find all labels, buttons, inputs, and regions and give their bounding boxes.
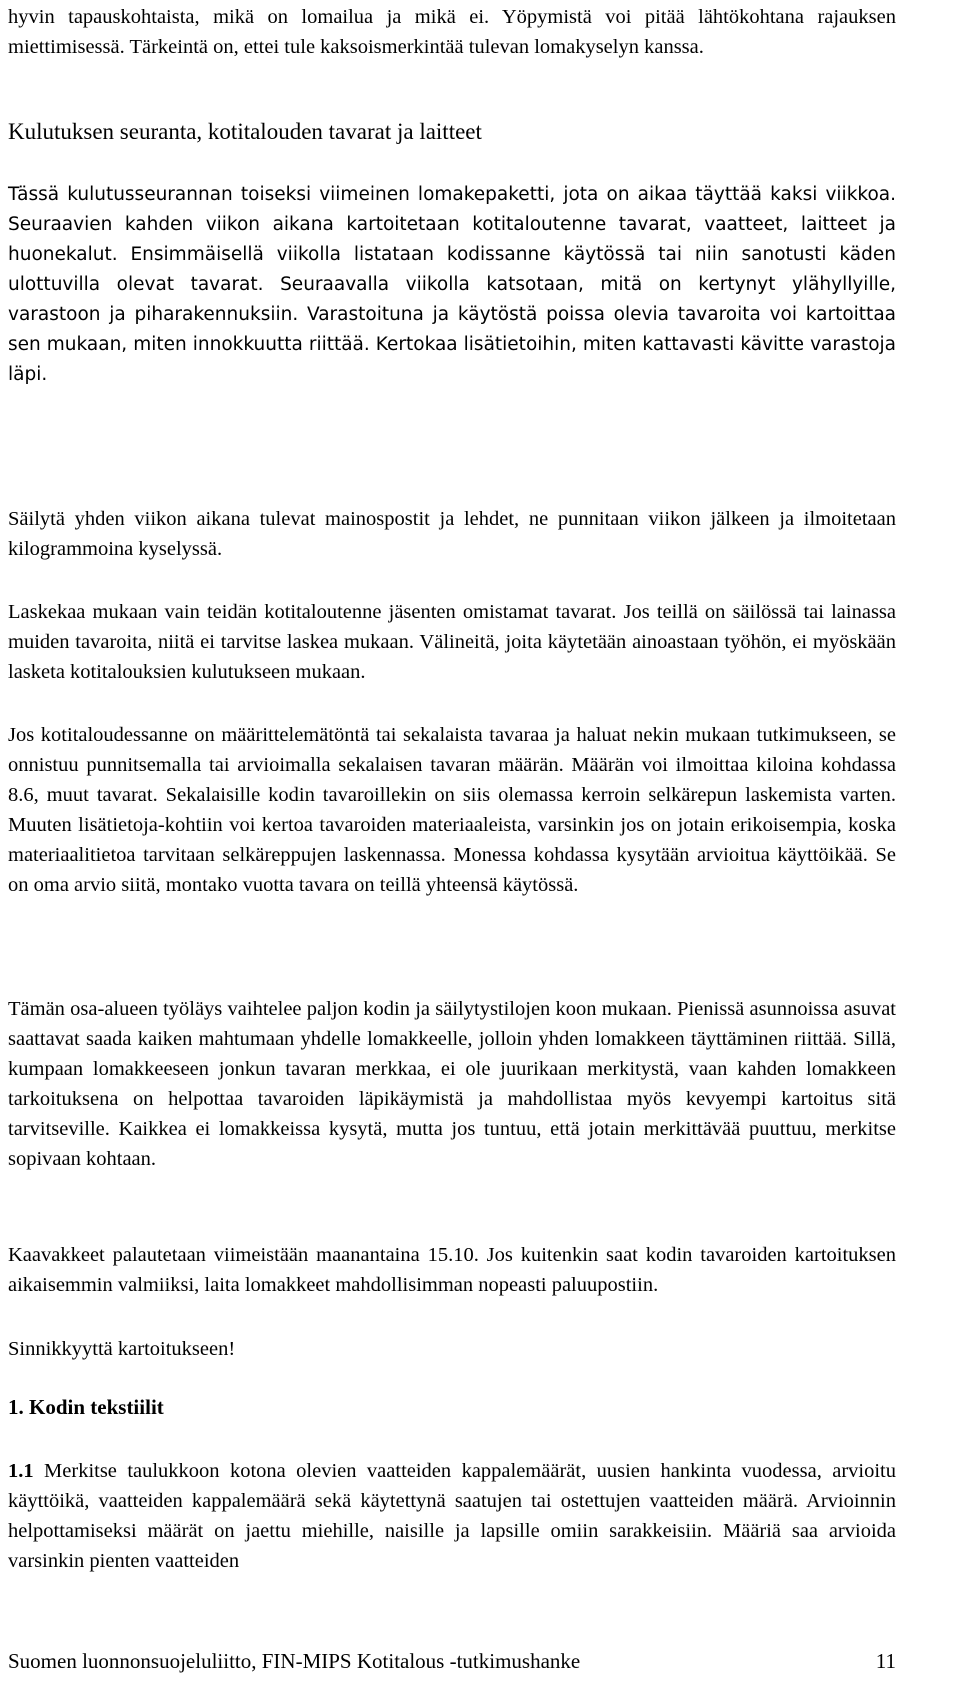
footer-title: Suomen luonnonsuojeluliitto, FIN-MIPS Kotitalous -tutkimushanke	[8, 1649, 581, 1673]
paragraph-return-date: Kaavakkeet palautetaan viimeistään maanantaina 15.10. Jos kuitenkin saat kodin tavaroiden kartoituksen aikaisemmin valmiiksi, laita lomakkeet mahdollisimman nopeasti paluupostiin.	[8, 1244, 896, 1296]
paragraph-advertising: Säilytä yhden viikon aikana tulevat mainospostit ja lehdet, ne punnitaan viikon jälkeen ja ilmoitetaan kilogrammoina kyselyssä.	[8, 508, 896, 560]
item-text: Merkitse taulukkoon kotona olevien vaatteiden kappalemäärät, uusien hankinta vuodessa, arvioitu käyttöikä, vaatteiden kappalemäärä sekä käytettynä saatujen tai ostettujen vaatteiden määrä. Arvioinnin helpottamiseksi määrät on jaettu miehille, naisille ja lapsille omiin sarakkeisiin. Määriä saa arvioida varsinkin pienten vaatteiden	[8, 1460, 896, 1572]
page-number: 11	[875, 1649, 896, 1673]
paragraph-miscellaneous: Jos kotitaloudessanne on määrittelemätöntä tai sekalaista tavaraa ja haluat nekin mukaan tutkimukseen, se onnistuu punnitsemalla tai arvioimalla sekalaisen tavaran määrän. Määrän voi ilmoittaa kiloina kohdassa 8.6, muut tavarat. Sekalaisille kodin tavaroillekin on siis olemassa kerroin selkärepun laskemista varten. Muuten lisätietoja-kohtiin voi kertoa tavaroiden materiaaleista, varsinkin jos on jotain erikoisempia, koska materiaalitietoa tarvitaan selkäreppujen laskennassa. Monessa kohdassa kysytään arvioitua käyttöikää. Se on oma arvio siitä, montako vuotta tavara on teillä yhteensä käytössä.	[8, 724, 896, 896]
paragraph-household-items: Laskekaa mukaan vain teidän kotitaloutenne jäsenten omistamat tavarat. Jos teillä on säilössä tai lainassa muiden tavaroita, niitä ei tarvitse laskea mukaan. Välineitä, joita käytetään ainoastaan työhön, ei myöskään lasketa kotitalouksien kulutukseen mukaan.	[8, 601, 896, 683]
subheading-textiles: 1. Kodin tekstiilit	[8, 1395, 164, 1419]
item-1-1	[8, 1456, 896, 1576]
page-footer	[8, 1649, 896, 1674]
section-heading: Kulutuksen seuranta, kotitalouden tavarat ja laitteet	[8, 119, 482, 144]
item-number: 1.1	[8, 1460, 34, 1482]
paragraph-workload: Tämän osa-alueen työläys vaihtelee paljon kodin ja säilytystilojen koon mukaan. Pienissä asunnoissa asuvat saattavat saada kaiken mahtumaan yhdelle lomakkeelle, jolloin yhden lomakkeen täyttäminen riittää. Sillä, kumpaan lomakkeeseen jonkun tavaran merkkaa, ei ole juurikaan merkitystä, vaan kahden lomakkeen tarkoituksena on helpottaa tavaroiden läpikäymistä ja mahdollistaa myös kevyempi kartoitus sitä tarvitseville. Kaikkea ei lomakkeissa kysytä, mutta jos tuntuu, että jotain merkittävää puuttuu, merkitse sopivaan kohtaan.	[8, 998, 896, 1170]
top-paragraph: hyvin tapauskohtaista, mikä on lomailua ja mikä ei. Yöpymistä voi pitää lähtökohtana rajauksen miettimisessä. Tärkeintä on, ettei tule kaksoismerkintää tulevan lomakyselyn kanssa.	[8, 6, 896, 58]
intro-paragraph: Tässä kulutusseurannan toiseksi viimeinen lomakepaketti, jota on aikaa täyttää kaksi viikkoa. Seuraavien kahden viikon aikana kartoitetaan kotitaloutenne tavarat, vaatteet, laitteet ja huonekalut. Ensimmäisellä viikolla listataan kodissanne käytössä tai niin sanotusti käden ulottuvilla olevat tavarat. Seuraavalla viikolla katsotaan, mitä on kertynyt ylähyllyille, varastoon ja piharakennuksiin. Varastoituna ja käytöstä poissa olevia tavaroita voi kartoittaa sen mukaan, miten innokkuutta riittää. Kertokaa lisätietoihin, miten kattavasti kävitte varastoja läpi.	[8, 184, 896, 385]
paragraph-closing: Sinnikkyyttä kartoitukseen!	[8, 1338, 236, 1360]
